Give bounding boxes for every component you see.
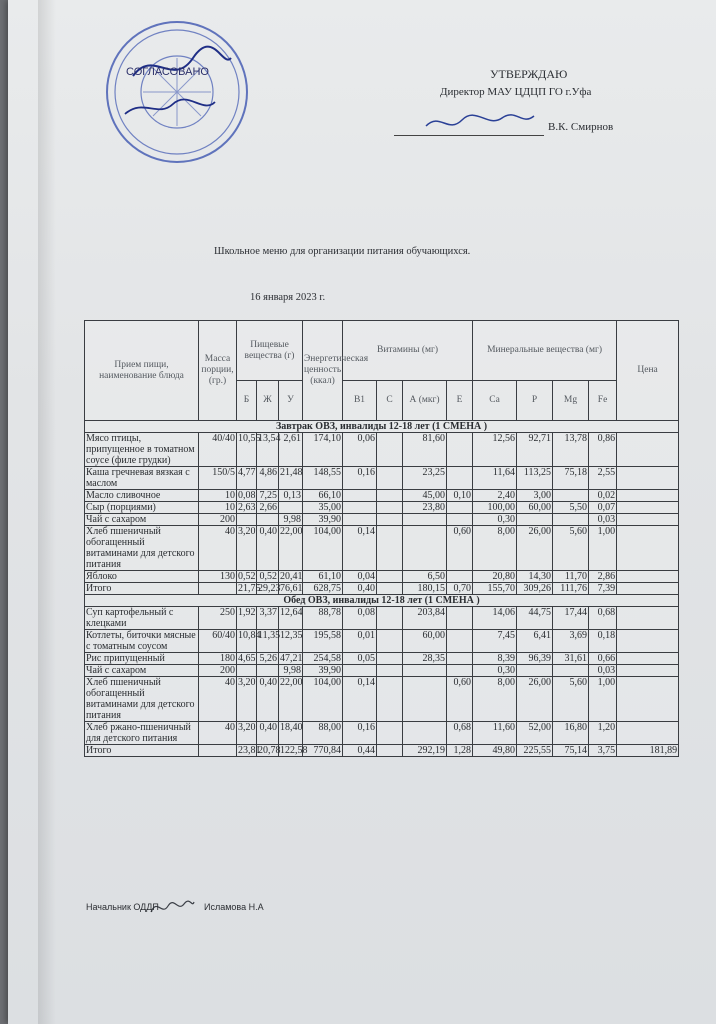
value-cell: 22,00	[279, 526, 303, 571]
value-cell: 23,25	[403, 467, 447, 490]
value-cell	[377, 583, 403, 595]
value-cell: 0,30	[473, 665, 517, 677]
value-cell: 7,45	[473, 630, 517, 653]
value-cell	[447, 607, 473, 630]
value-cell: 88,78	[303, 607, 343, 630]
value-cell: 148,55	[303, 467, 343, 490]
value-cell	[447, 630, 473, 653]
value-cell: 1,28	[447, 745, 473, 757]
subheader-cell: C	[377, 381, 403, 421]
dish-name-cell: Котлеты, биточки мясные с томатным соусом	[85, 630, 199, 653]
value-cell: 2,66	[257, 502, 279, 514]
value-cell: 3,75	[589, 745, 617, 757]
approved-title: УТВЕРЖДАЮ	[490, 67, 568, 81]
value-cell: 7,25	[257, 490, 279, 502]
value-cell	[279, 502, 303, 514]
total-row	[85, 745, 679, 757]
value-cell: 20,78	[258, 745, 281, 756]
value-cell: 0,66	[589, 653, 617, 665]
value-cell: 0,16	[343, 722, 377, 745]
table-row	[85, 514, 679, 526]
value-cell: 12,35	[279, 630, 303, 653]
value-cell: 11,60	[473, 722, 517, 745]
value-cell: 113,25	[517, 467, 553, 490]
value-cell	[553, 490, 589, 502]
value-cell: 6,50	[403, 571, 447, 583]
value-cell: 40	[199, 526, 237, 571]
value-cell	[403, 722, 447, 745]
value-cell: 14,30	[517, 571, 553, 583]
value-cell: 21,75	[238, 583, 261, 594]
director-position: Директор МАУ ЦДЦП ГО г.Уфа	[440, 86, 592, 98]
value-cell	[377, 745, 403, 757]
value-cell: 180,15	[403, 583, 447, 595]
value-cell: 3,20	[237, 677, 257, 722]
value-cell: 4,86	[257, 467, 279, 490]
dish-name-cell: Каша гречневая вязкая с маслом	[85, 467, 199, 490]
value-cell: 4,77	[237, 467, 257, 490]
value-cell: 17,44	[553, 607, 589, 630]
value-cell: 47,21	[280, 653, 303, 664]
value-cell	[617, 722, 679, 745]
subheader-cell: Fe	[589, 381, 617, 421]
table-row	[85, 526, 679, 571]
value-cell	[377, 433, 403, 467]
agreed-label: СОГЛАСОВАНО	[126, 66, 209, 78]
value-cell: 75,14	[553, 745, 589, 757]
value-cell	[377, 571, 403, 583]
value-cell: 130	[199, 571, 237, 583]
value-cell	[377, 665, 403, 677]
value-cell: 8,00	[473, 677, 517, 722]
value-cell: 180	[199, 653, 237, 665]
value-cell	[617, 607, 679, 630]
value-cell	[447, 571, 473, 583]
value-cell: 81,60	[403, 433, 447, 467]
director-signature	[418, 108, 538, 136]
value-cell: 200	[199, 665, 237, 677]
value-cell	[199, 745, 237, 757]
value-cell	[617, 583, 679, 595]
value-cell: 0,04	[343, 571, 377, 583]
dish-name-cell: Итого	[85, 745, 199, 757]
value-cell	[343, 514, 377, 526]
dish-name-cell: Масло сливочное	[85, 490, 199, 502]
value-cell: 0,68	[589, 607, 617, 630]
value-cell	[553, 514, 589, 526]
value-cell	[617, 433, 679, 467]
value-cell: 0,18	[589, 630, 617, 653]
value-cell: 0,40	[257, 526, 279, 571]
value-cell: 96,39	[517, 653, 553, 665]
dish-name-cell: Яблоко	[85, 571, 199, 583]
value-cell: 52,00	[517, 722, 553, 745]
value-cell: 2,61	[279, 433, 303, 467]
dish-name-cell: Суп картофельный с клецками	[85, 607, 199, 630]
dish-name-cell: Хлеб ржано-пшеничный для детского питания	[85, 722, 199, 745]
value-cell	[517, 665, 553, 677]
value-cell: 11,35	[257, 630, 279, 653]
value-cell: 174,10	[303, 433, 343, 467]
value-cell: 3,20	[237, 526, 257, 571]
value-cell	[377, 607, 403, 630]
table-row	[85, 490, 679, 502]
value-cell: 31,61	[553, 653, 589, 665]
value-cell	[447, 665, 473, 677]
value-cell	[617, 490, 679, 502]
value-cell: 5,60	[553, 526, 589, 571]
value-cell: 60/40	[199, 630, 237, 653]
subheader-cell: У	[279, 381, 303, 421]
value-cell	[447, 467, 473, 490]
value-cell: 11,70	[553, 571, 589, 583]
value-cell: 35,00	[303, 502, 343, 514]
value-cell	[517, 514, 553, 526]
value-cell	[617, 571, 679, 583]
value-cell: 150/5	[199, 467, 237, 490]
table-row	[85, 467, 679, 490]
value-cell: 75,18	[553, 467, 589, 490]
value-cell	[617, 514, 679, 526]
value-cell: 22,00	[279, 677, 303, 722]
table-row	[85, 502, 679, 514]
value-cell: 88,00	[303, 722, 343, 745]
value-cell: 14,06	[473, 607, 517, 630]
value-cell: 26,00	[517, 526, 553, 571]
header-nutrients: Пищевые вещества (г)	[237, 321, 303, 381]
value-cell: 44,75	[517, 607, 553, 630]
value-cell: 0,07	[589, 502, 617, 514]
dish-name-cell: Рис припущенный	[85, 653, 199, 665]
value-cell: 0,52	[257, 571, 279, 583]
value-cell: 13,54	[257, 433, 279, 467]
value-cell	[343, 490, 377, 502]
value-cell: 9,98	[279, 665, 303, 677]
dish-name-cell: Сыр (порциями)	[85, 502, 199, 514]
value-cell: 7,39	[589, 583, 617, 595]
value-cell: 60,00	[403, 630, 447, 653]
value-cell: 16,80	[553, 722, 589, 745]
header-price: Цена	[617, 321, 679, 421]
value-cell	[377, 502, 403, 514]
value-cell	[377, 653, 403, 665]
value-cell: 0,40	[257, 722, 279, 745]
value-cell	[617, 653, 679, 665]
value-cell: 92,71	[517, 433, 553, 467]
value-cell	[343, 502, 377, 514]
subheader-cell: Е	[447, 381, 473, 421]
dish-name-cell: Хлеб пшеничный обогащенный витаминами для детского питания	[85, 526, 199, 571]
value-cell: 0,08	[238, 490, 256, 501]
value-cell: 292,19	[403, 745, 447, 757]
value-cell	[257, 514, 279, 526]
value-cell: 11,64	[473, 467, 517, 490]
value-cell	[343, 665, 377, 677]
dish-name-cell: Чай с сахаром	[85, 665, 199, 677]
value-cell	[553, 665, 589, 677]
subheader-cell: Ca	[473, 381, 517, 421]
value-cell: 254,58	[303, 653, 343, 665]
subheader-cell: P	[517, 381, 553, 421]
value-cell: 29,23	[258, 583, 281, 594]
value-cell: 0,60	[447, 526, 473, 571]
value-cell: 225,55	[517, 745, 553, 757]
value-cell	[617, 502, 679, 514]
section-title: Завтрак ОВЗ, инвалиды 12-18 лет (1 СМЕНА )	[85, 421, 679, 433]
value-cell: 0,06	[343, 433, 377, 467]
value-cell: 10	[199, 502, 237, 514]
value-cell	[377, 526, 403, 571]
value-cell: 200	[199, 514, 237, 526]
footer-name: Исламова Н.А	[204, 902, 264, 912]
value-cell: 0,70	[447, 583, 473, 595]
value-cell	[377, 490, 403, 502]
dish-name-cell: Итого	[85, 583, 199, 595]
value-cell: 0,01	[343, 630, 377, 653]
value-cell: 23,80	[403, 502, 447, 514]
section-header-row	[85, 595, 679, 607]
section-title: Обед ОВЗ, инвалиды 12-18 лет (1 СМЕНА )	[85, 595, 679, 607]
value-cell	[447, 653, 473, 665]
value-cell: 4,65	[238, 653, 256, 664]
value-cell: 104,00	[303, 526, 343, 571]
subheader-cell: B1	[343, 381, 377, 421]
value-cell	[617, 467, 679, 490]
value-cell: 60,00	[517, 502, 553, 514]
value-cell: 12,56	[473, 433, 517, 467]
value-cell: 61,10	[303, 571, 343, 583]
value-cell: 2,86	[589, 571, 617, 583]
value-cell: 8,00	[473, 526, 517, 571]
table-row	[85, 665, 679, 677]
value-cell: 12,64	[279, 607, 303, 630]
subheader-cell: А (мкг)	[403, 381, 447, 421]
director-name: В.К. Смирнов	[548, 121, 614, 133]
value-cell: 0,30	[473, 514, 517, 526]
value-cell: 2,63	[238, 502, 256, 513]
value-cell	[403, 665, 447, 677]
table-row	[85, 607, 679, 630]
value-cell: 10	[199, 490, 237, 502]
value-cell: 100,00	[473, 502, 517, 514]
round-stamp	[103, 18, 251, 166]
header-energy: Энергетическая ценность (ккал)	[303, 321, 343, 421]
table-row	[85, 677, 679, 722]
value-cell: 21,48	[279, 467, 303, 490]
value-cell: 49,80	[473, 745, 517, 757]
value-cell: 40	[199, 677, 237, 722]
value-cell: 628,75	[303, 583, 343, 595]
document-date: 16 января 2023 г.	[250, 292, 326, 303]
value-cell	[617, 665, 679, 677]
value-cell: 20,41	[280, 571, 303, 582]
value-cell	[377, 722, 403, 745]
value-cell: 6,41	[517, 630, 553, 653]
subheader-cell: Ж	[257, 381, 279, 421]
value-cell: 770,84	[303, 745, 343, 757]
dish-name-cell: Хлеб пшеничный обогащенный витаминами для детского питания	[85, 677, 199, 722]
value-cell: 0,86	[589, 433, 617, 467]
value-cell: 20,80	[473, 571, 517, 583]
value-cell: 0,02	[589, 490, 617, 502]
value-cell	[617, 630, 679, 653]
value-cell: 76,61	[280, 583, 303, 594]
table-row	[85, 653, 679, 665]
value-cell	[403, 677, 447, 722]
value-cell: 40	[199, 722, 237, 745]
value-cell: 122,58	[280, 745, 308, 756]
value-cell: 195,58	[303, 630, 343, 653]
section-header-row	[85, 421, 679, 433]
paper-fold	[38, 0, 56, 1024]
value-cell: 0,60	[447, 677, 473, 722]
value-cell	[257, 665, 279, 677]
table-row	[85, 722, 679, 745]
value-cell: 2,55	[589, 467, 617, 490]
value-cell: 0,08	[343, 607, 377, 630]
value-cell: 5,26	[257, 653, 279, 665]
value-cell: 0,05	[343, 653, 377, 665]
value-cell: 5,50	[553, 502, 589, 514]
value-cell	[403, 514, 447, 526]
subheader-cell: Б	[237, 381, 257, 421]
value-cell: 181,89	[617, 745, 679, 757]
value-cell	[199, 583, 237, 595]
menu-table	[84, 320, 679, 757]
value-cell: 0,44	[343, 745, 377, 757]
table-row	[85, 433, 679, 467]
value-cell: 10,84	[237, 630, 257, 653]
footer-position: Начальник ОДДП	[86, 902, 159, 912]
value-cell	[377, 630, 403, 653]
value-cell	[377, 514, 403, 526]
value-cell: 9,98	[279, 514, 303, 526]
value-cell: 1,00	[589, 677, 617, 722]
document-title: Школьное меню для организации питания обучающихся.	[214, 246, 471, 257]
header-vitamins: Витамины (мг)	[343, 321, 473, 381]
value-cell: 0,13	[279, 490, 303, 502]
total-row	[85, 583, 679, 595]
value-cell: 40/40	[199, 433, 237, 467]
value-cell: 66,10	[303, 490, 343, 502]
value-cell: 1,00	[589, 526, 617, 571]
value-cell	[617, 526, 679, 571]
dish-name-cell: Чай с сахаром	[85, 514, 199, 526]
value-cell: 0,68	[447, 722, 473, 745]
value-cell: 5,60	[553, 677, 589, 722]
value-cell: 23,81	[238, 745, 261, 756]
value-cell: 10,55	[237, 433, 257, 467]
value-cell: 111,76	[553, 583, 589, 595]
value-cell: 3,69	[553, 630, 589, 653]
value-cell: 2,40	[473, 490, 517, 502]
dish-name-cell: Мясо птицы, припущенное в томатном соусе (филе грудки)	[85, 433, 199, 467]
value-cell: 0,03	[589, 514, 617, 526]
value-cell: 0,03	[589, 665, 617, 677]
value-cell	[447, 502, 473, 514]
value-cell	[447, 514, 473, 526]
value-cell: 1,20	[589, 722, 617, 745]
header-minerals: Минеральные вещества (мг)	[473, 321, 617, 381]
value-cell: 45,00	[403, 490, 447, 502]
value-cell: 39,90	[303, 665, 343, 677]
table-row	[85, 630, 679, 653]
value-cell: 0,16	[343, 467, 377, 490]
value-cell: 0,10	[447, 490, 473, 502]
table-row	[85, 571, 679, 583]
value-cell: 309,26	[517, 583, 553, 595]
value-cell: 0,40	[257, 677, 279, 722]
value-cell: 3,00	[517, 490, 553, 502]
value-cell: 8,39	[473, 653, 517, 665]
value-cell: 18,40	[279, 722, 303, 745]
value-cell: 203,84	[403, 607, 447, 630]
value-cell: 3,37	[257, 607, 279, 630]
value-cell	[447, 433, 473, 467]
value-cell: 104,00	[303, 677, 343, 722]
value-cell	[617, 677, 679, 722]
value-cell: 3,20	[237, 722, 257, 745]
value-cell	[237, 514, 257, 526]
value-cell: 13,78	[553, 433, 589, 467]
value-cell: 0,52	[238, 571, 256, 582]
value-cell	[377, 677, 403, 722]
value-cell: 39,90	[303, 514, 343, 526]
subheader-cell: Mg	[553, 381, 589, 421]
value-cell: 26,00	[517, 677, 553, 722]
value-cell	[377, 467, 403, 490]
header-mass: Масса порции, (гр.)	[199, 321, 237, 421]
value-cell: 155,70	[473, 583, 517, 595]
value-cell: 0,14	[343, 677, 377, 722]
value-cell	[237, 665, 257, 677]
value-cell: 28,35	[403, 653, 447, 665]
value-cell	[403, 526, 447, 571]
value-cell: 250	[199, 607, 237, 630]
value-cell: 0,40	[343, 583, 377, 595]
value-cell: 1,92	[237, 607, 257, 630]
value-cell: 0,14	[343, 526, 377, 571]
header-meal: Прием пищи, наименование блюда	[85, 321, 199, 421]
